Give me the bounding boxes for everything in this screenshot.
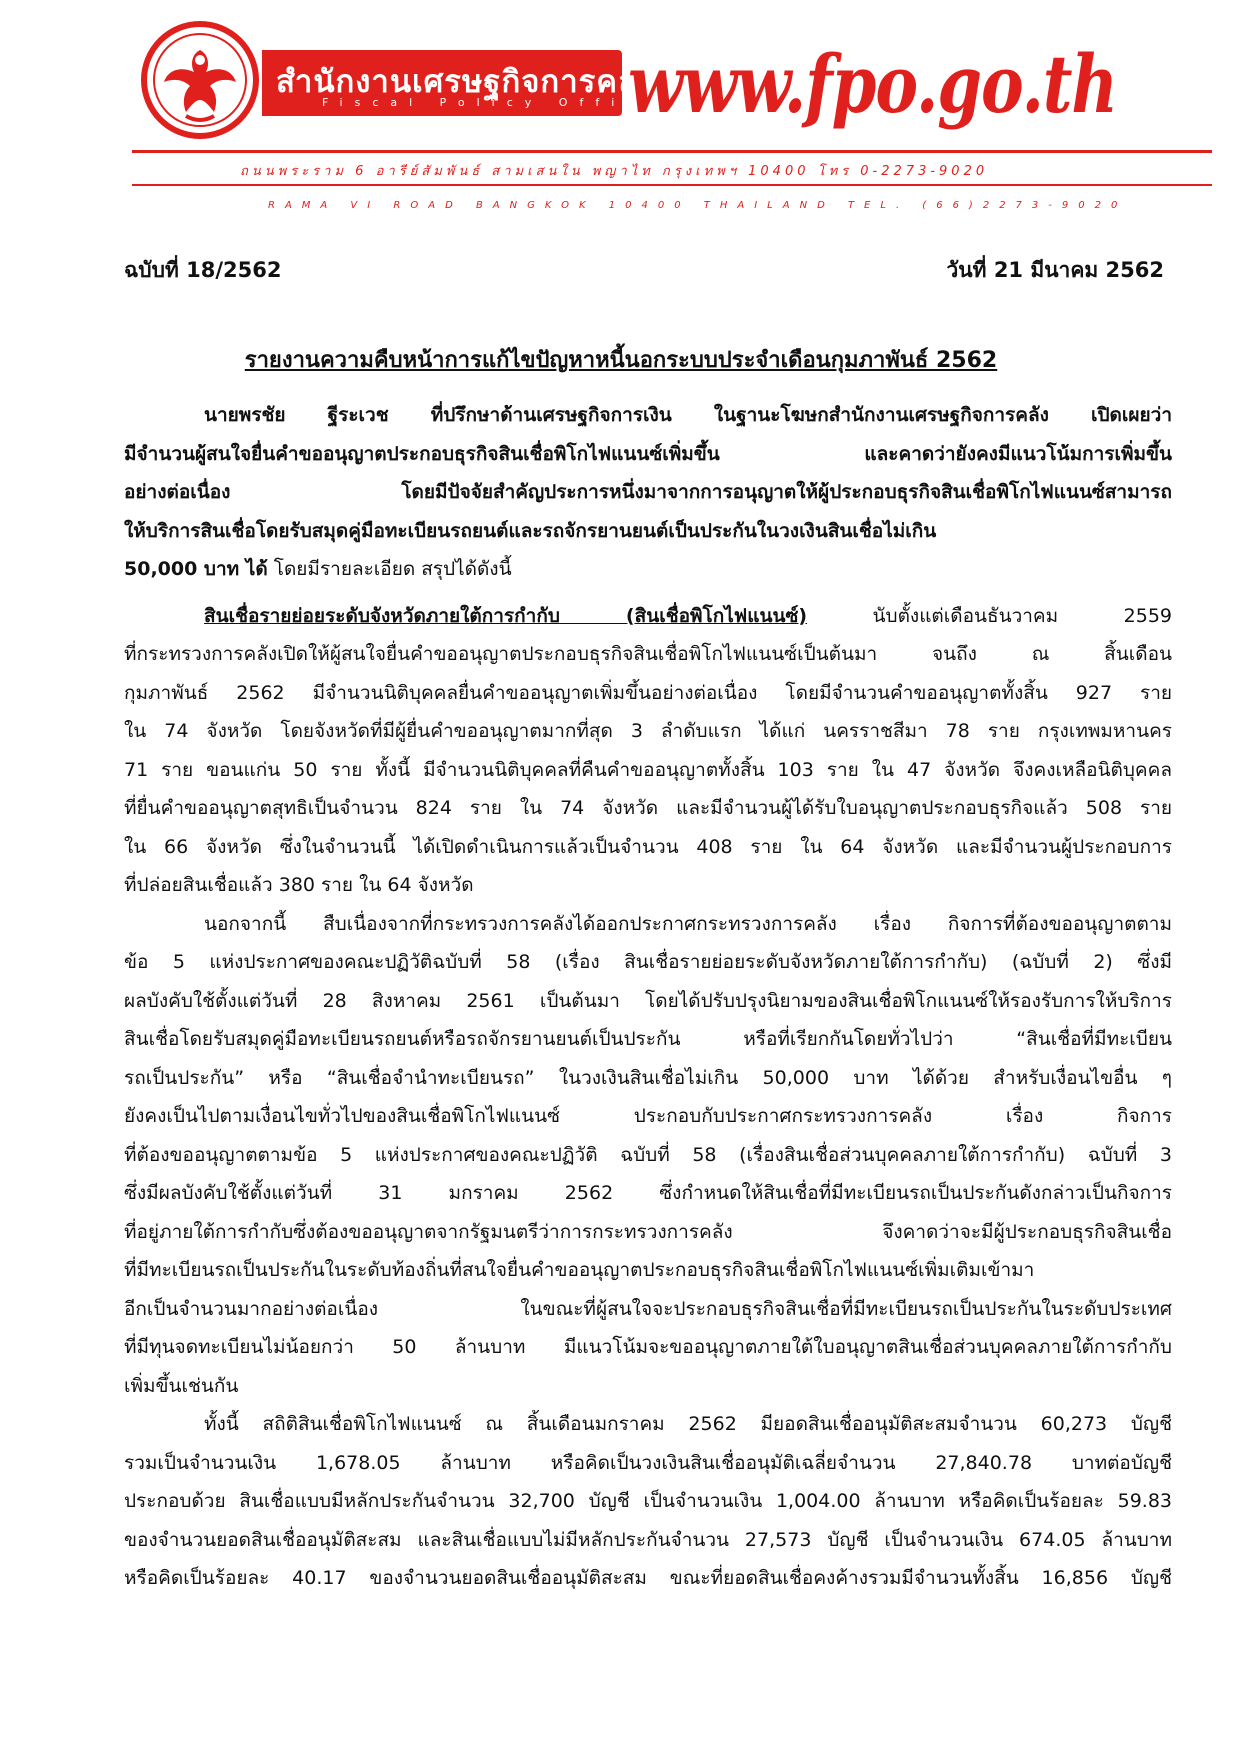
letterhead-divider-2 xyxy=(132,184,1212,186)
text-line: ข้อ 5 แห่งประกาศของคณะปฏิวัติฉบับที่ 58 (เรื่อง สินเชื่อรายย่อยระดับจังหวัดภายใต้การกำกับ) (ฉบับที่ 2) ซึ่งมี xyxy=(124,951,1172,973)
address-en: RAMA VI ROAD BANGKOK 10400 THAILAND TEL. (66)2273-9020 xyxy=(268,200,1128,211)
text-line: ที่มีทะเบียนรถเป็นประกันในระดับท้องถิ่นที่สนใจยื่นคำขออนุญาตประกอบธุรกิจสินเชื่อพิโกไฟแนนซ์เพิ่มเติมเข้ามา xyxy=(124,1259,1035,1281)
text-line: 71 ราย ขอนแก่น 50 ราย ทั้งนี้ มีจำนวนนิติบุคคลที่คืนคำขออนุญาตทั้งสิ้น 103 ราย ใน 47 จังหวัด จึงคงเหลือนิติบุคคล xyxy=(124,758,1172,781)
text-line: ซึ่งมีผลบังคับใช้ตั้งแต่วันที่ 31 มกราคม 2562 ซึ่งกำหนดให้สินเชื่อที่มีทะเบียนรถเป็นประกันดังกล่าวเป็นกิจการ xyxy=(124,1182,1172,1204)
org-name-banner xyxy=(262,50,664,116)
paragraph-4 xyxy=(124,1405,1172,1598)
text-line: ที่ปล่อยสินเชื่อแล้ว 380 ราย ใน 64 จังหวัด xyxy=(124,874,474,896)
section-heading: สินเชื่อรายย่อยระดับจังหวัดภายใต้การกำกับ (สินเชื่อพิโกไฟแนนซ์) xyxy=(204,604,808,627)
text-line: ของจำนวนยอดสินเชื่ออนุมัติสะสม และสินเชื่อแบบไม่มีหลักประกันจำนวน 27,573 บัญชี เป็นจำนวนเงิน 674.05 ล้านบาท xyxy=(124,1528,1172,1551)
text-line: ให้บริการสินเชื่อโดยรับสมุดคู่มือทะเบียนรถยนต์และรถจักรยานยนต์เป็นประกันในวงเงินสินเชื่อไม่เกิน xyxy=(124,519,937,542)
text-line: ใน 66 จังหวัด ซึ่งในจำนวนนี้ ได้เปิดดำเนินการแล้วเป็นจำนวน 408 ราย ใน 64 จังหวัด และมีจำนวนผู้ประกอบการ xyxy=(124,835,1172,858)
text-line: มีจำนวนผู้สนใจยื่นคำขออนุญาตประกอบธุรกิจสินเชื่อพิโกไฟแนนซ์เพิ่มขึ้น และคาดว่ายังคงมีแนวโน้มการเพิ่มขึ้น xyxy=(124,442,1172,465)
text-line: ที่ยื่นคำขออนุญาตสุทธิเป็นจำนวน 824 ราย ใน 74 จังหวัด และมีจำนวนผู้ได้รับใบอนุญาตประกอบธุรกิจแล้ว 508 ราย xyxy=(124,797,1172,819)
text-line: ที่กระทรวงการคลังเปิดให้ผู้สนใจยื่นคำขออนุญาตประกอบธุรกิจสินเชื่อพิโกไฟแนนซ์เป็นต้นมา จนถึง ณ สิ้นเดือน xyxy=(124,643,1172,665)
text-line: นายพรชัย ฐีระเวช ที่ปรึกษาด้านเศรษฐกิจการเงิน ในฐานะโฆษกสำนักงานเศรษฐกิจการคลัง เปิดเผยว่า xyxy=(204,404,1172,426)
text-line: รวมเป็นจำนวนเงิน 1,678.05 ล้านบาท หรือคิดเป็นวงเงินสินเชื่ออนุมัติเฉลี่ยจำนวน 27,840.78 บาทต่อบัญชี xyxy=(124,1451,1172,1474)
paragraph-3 xyxy=(124,905,1172,1406)
text-line: ที่ต้องขออนุญาตตามข้อ 5 แห่งประกาศของคณะปฏิวัติ ฉบับที่ 58 (เรื่องสินเชื่อส่วนบุคคลภายใต้การกำกับ) ฉบับที่ 3 xyxy=(124,1143,1172,1166)
org-name-en: Fiscal Policy Office xyxy=(322,96,664,109)
fpo-garuda-seal-icon xyxy=(140,20,260,140)
paragraph-1 xyxy=(124,396,1172,589)
document-body xyxy=(124,396,1172,1598)
text-line: ผลบังคับใช้ตั้งแต่วันที่ 28 สิงหาคม 2561 เป็นต้นมา โดยได้ปรับปรุงนิยามของสินเชื่อพิโกแนนซ์ให้รองรับการให้บริการ xyxy=(124,989,1172,1012)
text-line: นอกจากนี้ สืบเนื่องจากที่กระทรวงการคลังได้ออกประกาศกระทรวงการคลัง เรื่อง กิจการที่ต้องขออนุญาตตาม xyxy=(204,912,1172,935)
text-line: หรือคิดเป็นร้อยละ 40.17 ของจำนวนยอดสินเชื่ออนุมัติสะสม ขณะที่ยอดสินเชื่อคงค้างรวมมีจำนวนทั้งสิ้น 16,856 บัญชี xyxy=(124,1567,1172,1589)
text-line xyxy=(124,597,1172,636)
text-span: นับตั้งแต่เดือนธันวาคม 2559 xyxy=(807,604,1172,627)
text-line: ยังคงเป็นไปตามเงื่อนไขทั่วไปของสินเชื่อพิโกไฟแนนซ์ ประกอบกับประกาศกระทรวงการคลัง เรื่อง กิจการ xyxy=(124,1105,1172,1127)
page-title: รายงานความคืบหน้าการแก้ไขปัญหาหนี้นอกระบบประจำเดือนกุมภาพันธ์ 2562 xyxy=(244,348,998,373)
text-line: เพิ่มขึ้นเช่นกัน xyxy=(124,1374,239,1397)
text-line: อีกเป็นจำนวนมากอย่างต่อเนื่อง ในขณะที่ผู้สนใจจะประกอบธุรกิจสินเชื่อที่มีทะเบียนรถเป็นประกันในระดับประเทศ xyxy=(124,1297,1172,1320)
website-logo: www.fpo.go.th xyxy=(628,38,1117,132)
paragraph-2 xyxy=(124,597,1172,905)
text-line: ที่อยู่ภายใต้การกำกับซึ่งต้องขออนุญาตจากรัฐมนตรีว่าการกระทรวงการคลัง จึงคาดว่าจะมีผู้ประกอบธุรกิจสินเชื่อ xyxy=(124,1220,1172,1243)
issue-number: ฉบับที่ 18/2562 xyxy=(124,258,282,282)
release-date: วันที่ 21 มีนาคม 2562 xyxy=(946,258,1164,282)
text-line: รถเป็นประกัน” หรือ “สินเชื่อจำนำทะเบียนรถ” ในวงเงินสินเชื่อไม่เกิน 50,000 บาท ได้ด้วย สำหรับเงื่อนไขอื่น ๆ xyxy=(124,1066,1172,1089)
letterhead xyxy=(0,0,1242,220)
text-line xyxy=(124,550,1172,589)
text-line: ประกอบด้วย สินเชื่อแบบมีหลักประกันจำนวน 32,700 บัญชี เป็นจำนวนเงิน 1,004.00 ล้านบาท หรือคิดเป็นร้อยละ 59.83 xyxy=(124,1490,1172,1512)
letterhead-divider xyxy=(132,150,1212,153)
text-line: อย่างต่อเนื่อง โดยมีปัจจัยสำคัญประการหนึ่งมาจากการอนุญาตให้ผู้ประกอบธุรกิจสินเชื่อพิโกไฟแนนซ์สามารถ xyxy=(124,481,1172,503)
org-name-th: สำนักงานเศรษฐกิจการคลัง xyxy=(276,64,655,100)
text-line: กุมภาพันธ์ 2562 มีจำนวนนิติบุคคลยื่นคำขออนุญาตเพิ่มขึ้นอย่างต่อเนื่อง โดยมีจำนวนคำขออนุญาตทั้งสิ้น 927 ราย xyxy=(124,681,1172,704)
text-line: ทั้งนี้ สถิติสินเชื่อพิโกไฟแนนซ์ ณ สิ้นเดือนมกราคม 2562 มียอดสินเชื่ออนุมัติสะสมจำนวน 60,273 บัญชี xyxy=(204,1413,1172,1435)
text-span: โดยมีรายละเอียด สรุปได้ดังนี้ xyxy=(267,558,512,580)
text-line: ใน 74 จังหวัด โดยจังหวัดที่มีผู้ยื่นคำขออนุญาตมากที่สุด 3 ลำดับแรก ได้แก่ นครราชสีมา 78 ราย กรุงเทพมหานคร xyxy=(124,720,1172,742)
address-th: ถนนพระราม 6 อารีย์สัมพันธ์ สามเสนใน พญาไท กรุงเทพฯ 10400 โทร 0-2273-9020 xyxy=(240,164,989,179)
bold-amount: 50,000 บาท ได้ xyxy=(124,558,268,580)
text-line: ที่มีทุนจดทะเบียนไม่น้อยกว่า 50 ล้านบาท มีแนวโน้มจะขออนุญาตภายใต้ใบอนุญาตสินเชื่อส่วนบุคคลภายใต้การกำกับ xyxy=(124,1336,1172,1358)
text-line: สินเชื่อโดยรับสมุดคู่มือทะเบียนรถยนต์หรือรถจักรยานยนต์เป็นประกัน หรือที่เรียกกันโดยทั่วไปว่า “สินเชื่อที่มีทะเบียน xyxy=(124,1028,1172,1050)
